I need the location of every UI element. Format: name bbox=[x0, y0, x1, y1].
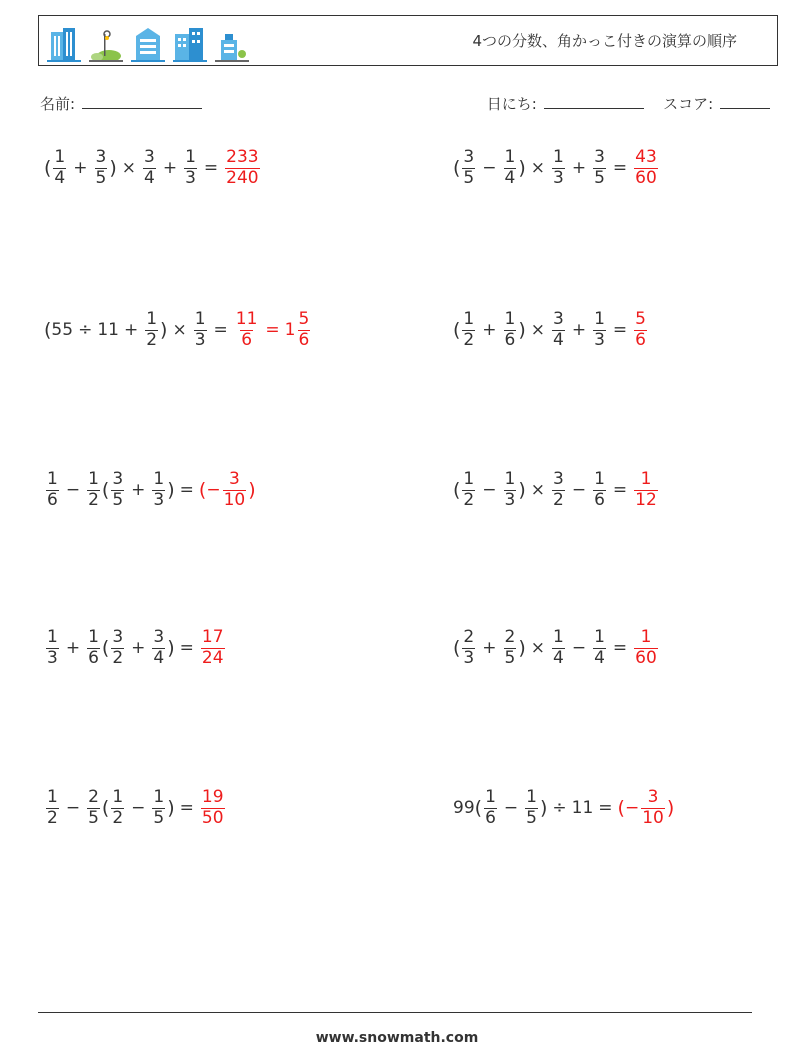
answer: ( − $\frac{3}{10}$ ) bbox=[198, 469, 256, 510]
answer: $\frac{11}{6}$ = 1 $\frac{5}{6}$ bbox=[235, 309, 310, 350]
paren-open: ( bbox=[474, 797, 483, 820]
fraction: $\frac{1}{4}$ bbox=[504, 147, 516, 188]
problem-8 bbox=[453, 628, 660, 668]
fraction: $\frac{3}{5}$ bbox=[95, 147, 107, 188]
fraction: $\frac{1}{3}$ bbox=[553, 147, 564, 188]
equals-sign: = bbox=[598, 798, 613, 819]
fraction: $\frac{3}{2}$ bbox=[553, 469, 564, 510]
fraction: $\frac{3}{5}$ bbox=[463, 147, 475, 188]
paren-close: ) bbox=[109, 157, 117, 180]
fraction: $\frac{1}{3}$ bbox=[504, 469, 516, 510]
date-blank[interactable] bbox=[544, 107, 644, 109]
answer: $\frac{5}{6}$ bbox=[635, 309, 646, 350]
score-blank[interactable] bbox=[720, 107, 770, 109]
paren-close: ) bbox=[518, 479, 526, 502]
divide-sign: ÷ bbox=[552, 798, 567, 819]
paren-open: ( bbox=[101, 479, 110, 502]
plus-sign: + bbox=[131, 638, 146, 659]
name-label: 名前: bbox=[40, 95, 76, 113]
plus-sign: + bbox=[73, 158, 88, 179]
glass-tower-icon bbox=[131, 26, 165, 62]
equals-sign: = bbox=[179, 798, 194, 819]
minus-sign: − bbox=[65, 798, 81, 819]
whole-number: 11 bbox=[571, 798, 594, 819]
answer: $\frac{233}{240}$ bbox=[226, 147, 259, 188]
divide-sign: ÷ bbox=[78, 320, 93, 341]
plus-sign: + bbox=[482, 638, 497, 659]
fraction: $\frac{1}{3}$ bbox=[153, 469, 165, 510]
equals-sign: = bbox=[213, 320, 228, 341]
fraction: $\frac{1}{2}$ bbox=[463, 469, 475, 510]
paren-close: ) bbox=[539, 797, 548, 820]
footer-url[interactable]: www.snowmath.com bbox=[315, 1030, 479, 1046]
problem-9 bbox=[44, 788, 227, 828]
fraction: $\frac{1}{4}$ bbox=[54, 147, 66, 188]
date-label: 日にち: bbox=[486, 95, 537, 113]
fraction: $\frac{1}{6}$ bbox=[88, 627, 99, 668]
answer: $\frac{19}{50}$ bbox=[201, 787, 224, 828]
name-blank[interactable] bbox=[82, 107, 202, 109]
paren-open: ( bbox=[44, 157, 52, 180]
fraction: $\frac{1}{3}$ bbox=[185, 147, 196, 188]
problem-1 bbox=[44, 148, 262, 188]
fraction: $\frac{1}{3}$ bbox=[47, 627, 58, 668]
minus-sign: − bbox=[503, 798, 519, 819]
fraction: $\frac{3}{2}$ bbox=[112, 627, 124, 668]
equals-sign: = bbox=[612, 320, 628, 341]
house-tree-icon bbox=[215, 26, 249, 62]
fraction: $\frac{1}{3}$ bbox=[594, 309, 605, 350]
fraction: $\frac{2}{3}$ bbox=[463, 627, 475, 668]
paren-close: ) bbox=[167, 637, 175, 660]
times-sign: × bbox=[172, 320, 187, 341]
minus-sign: − bbox=[482, 480, 497, 501]
whole-number: 99 bbox=[453, 798, 475, 819]
fraction: $\frac{3}{5}$ bbox=[594, 147, 605, 188]
problem-7 bbox=[44, 628, 227, 668]
paren-open: ( bbox=[453, 479, 461, 502]
fraction: $\frac{3}{5}$ bbox=[112, 469, 124, 510]
park-lamp-icon bbox=[89, 26, 123, 62]
fraction: $\frac{1}{3}$ bbox=[194, 309, 206, 350]
office-building-icon bbox=[47, 26, 81, 62]
plus-sign: + bbox=[571, 320, 587, 341]
fraction: $\frac{1}{4}$ bbox=[553, 627, 564, 668]
date-score-fields bbox=[487, 93, 770, 114]
plus-sign: + bbox=[162, 158, 178, 179]
problem-4 bbox=[453, 310, 649, 350]
answer: ( − $\frac{3}{10}$ ) bbox=[617, 787, 675, 828]
problem-3 bbox=[44, 310, 312, 350]
paren-open: ( bbox=[101, 637, 110, 660]
worksheet-title: 4つの分数、角かっこ付きの演算の順序 bbox=[472, 32, 737, 50]
name-field bbox=[40, 93, 202, 114]
fraction: $\frac{2}{5}$ bbox=[88, 787, 99, 828]
minus-sign: − bbox=[65, 480, 81, 501]
paren-close: ) bbox=[160, 319, 168, 342]
plus-sign: + bbox=[65, 638, 81, 659]
problem-5 bbox=[44, 470, 256, 510]
header-icons bbox=[47, 22, 249, 62]
twin-buildings-icon bbox=[173, 26, 207, 62]
paren-close: ) bbox=[167, 797, 175, 820]
fraction: $\frac{1}{2}$ bbox=[47, 787, 58, 828]
fraction: $\frac{1}{2}$ bbox=[88, 469, 99, 510]
paren-open: ( bbox=[453, 157, 461, 180]
equals-sign: = bbox=[612, 638, 628, 659]
fraction: $\frac{1}{6}$ bbox=[594, 469, 605, 510]
times-sign: × bbox=[530, 320, 545, 341]
fraction: $\frac{3}{4}$ bbox=[553, 309, 564, 350]
fraction: $\frac{1}{5}$ bbox=[153, 787, 165, 828]
fraction: $\frac{1}{4}$ bbox=[594, 627, 605, 668]
fraction: $\frac{1}{6}$ bbox=[485, 787, 496, 828]
fraction: $\frac{1}{6}$ bbox=[47, 469, 58, 510]
minus-sign: − bbox=[571, 638, 587, 659]
problem-6 bbox=[453, 470, 660, 510]
fraction: $\frac{1}{2}$ bbox=[112, 787, 124, 828]
footer-divider bbox=[38, 1012, 752, 1013]
equals-sign: = bbox=[612, 158, 628, 179]
paren-close: ) bbox=[518, 319, 526, 342]
equals-sign: = bbox=[179, 638, 194, 659]
equals-sign: = bbox=[179, 480, 194, 501]
fraction: $\frac{3}{4}$ bbox=[144, 147, 155, 188]
fraction: $\frac{1}{2}$ bbox=[146, 309, 158, 350]
fraction: $\frac{1}{2}$ bbox=[463, 309, 475, 350]
paren-open: ( bbox=[101, 797, 110, 820]
problem-10 bbox=[453, 788, 674, 828]
answer: $\frac{43}{60}$ bbox=[635, 147, 657, 188]
minus-sign: − bbox=[482, 158, 497, 179]
times-sign: × bbox=[530, 480, 545, 501]
times-sign: × bbox=[121, 158, 136, 179]
answer: $\frac{1}{60}$ bbox=[635, 627, 657, 668]
minus-sign: − bbox=[131, 798, 146, 819]
answer: $\frac{17}{24}$ bbox=[201, 627, 224, 668]
plus-sign: + bbox=[571, 158, 587, 179]
whole-number: 55 bbox=[51, 320, 74, 341]
paren-open: ( bbox=[453, 637, 461, 660]
fraction: $\frac{3}{4}$ bbox=[153, 627, 165, 668]
fraction: $\frac{1}{5}$ bbox=[526, 787, 537, 828]
score-label: スコア: bbox=[663, 95, 714, 113]
times-sign: × bbox=[530, 638, 545, 659]
times-sign: × bbox=[530, 158, 545, 179]
plus-sign: + bbox=[123, 320, 139, 341]
minus-sign: − bbox=[571, 480, 587, 501]
plus-sign: + bbox=[131, 480, 146, 501]
paren-open: ( bbox=[453, 319, 461, 342]
paren-close: ) bbox=[167, 479, 175, 502]
answer: $\frac{1}{12}$ bbox=[635, 469, 657, 510]
paren-close: ) bbox=[518, 157, 526, 180]
equals-sign: = bbox=[203, 158, 219, 179]
whole-number: 11 bbox=[97, 320, 119, 341]
equals-sign: = bbox=[612, 480, 628, 501]
fraction: $\frac{2}{5}$ bbox=[504, 627, 516, 668]
plus-sign: + bbox=[482, 320, 497, 341]
problem-2 bbox=[453, 148, 660, 188]
paren-close: ) bbox=[518, 637, 526, 660]
worksheet-header bbox=[38, 15, 778, 66]
fraction: $\frac{1}{6}$ bbox=[504, 309, 516, 350]
paren-open: ( bbox=[44, 319, 52, 342]
